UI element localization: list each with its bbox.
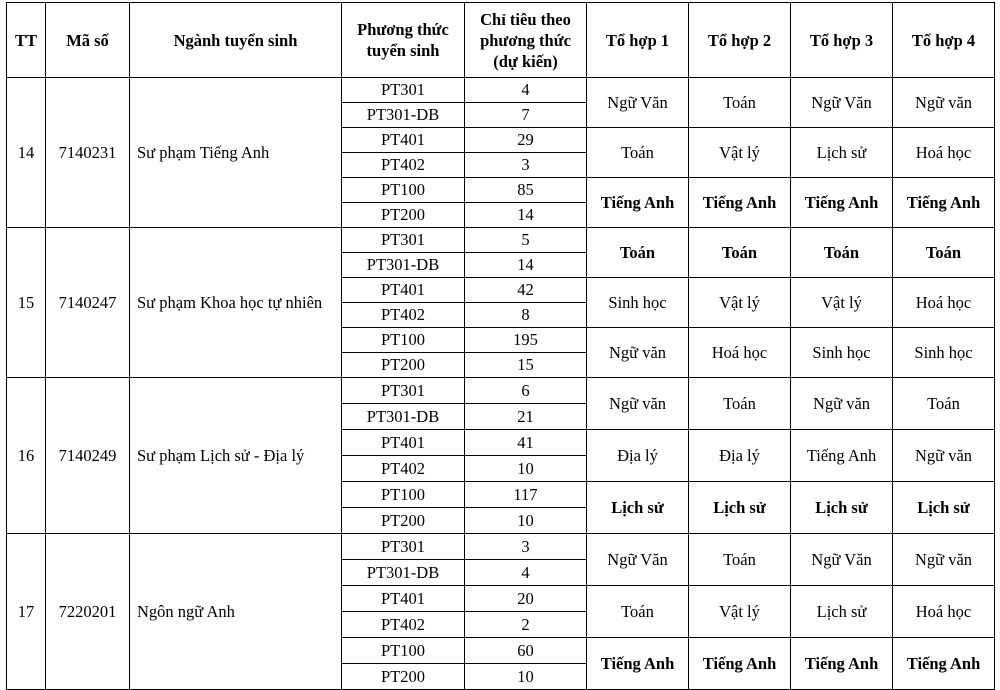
- tt-cell: 14: [7, 78, 46, 228]
- quota-cell: 14: [465, 253, 587, 278]
- to-hop-4-cell: Hoá học: [893, 128, 995, 178]
- quota-cell: 4: [465, 78, 587, 103]
- to-hop-4-cell: Ngữ văn: [893, 430, 995, 482]
- method-code-cell: PT402: [342, 612, 465, 638]
- method-code-cell: PT401: [342, 128, 465, 153]
- quota-cell: 4: [465, 560, 587, 586]
- ma-so-cell: 7140247: [46, 228, 130, 378]
- method-code-cell: PT200: [342, 508, 465, 534]
- to-hop-4-cell: Hoá học: [893, 586, 995, 638]
- quota-cell: 85: [465, 178, 587, 203]
- header-to-hop-1: Tổ hợp 1: [587, 3, 689, 78]
- to-hop-4-cell: Toán: [893, 228, 995, 278]
- to-hop-2-cell: Tiếng Anh: [689, 178, 791, 228]
- table-row: [7, 78, 995, 103]
- quota-cell: 60: [465, 638, 587, 664]
- ma-so-cell: 7140249: [46, 378, 130, 534]
- to-hop-2-cell: Vật lý: [689, 128, 791, 178]
- to-hop-2-cell: Địa lý: [689, 430, 791, 482]
- to-hop-2-cell: Toán: [689, 378, 791, 430]
- method-code-cell: PT200: [342, 353, 465, 378]
- method-code-cell: PT301-DB: [342, 560, 465, 586]
- to-hop-3-cell: Lịch sử: [791, 586, 893, 638]
- method-code-cell: PT402: [342, 153, 465, 178]
- method-code-cell: PT301-DB: [342, 404, 465, 430]
- to-hop-1-cell: Lịch sử: [587, 482, 689, 534]
- to-hop-1-cell: Toán: [587, 228, 689, 278]
- to-hop-1-cell: Ngữ văn: [587, 328, 689, 378]
- method-code-cell: PT100: [342, 178, 465, 203]
- table-row: [7, 534, 995, 560]
- quota-cell: 41: [465, 430, 587, 456]
- ma-so-cell: 7220201: [46, 534, 130, 690]
- to-hop-3-cell: Ngữ Văn: [791, 78, 893, 128]
- to-hop-1-cell: Sinh học: [587, 278, 689, 328]
- tt-cell: 16: [7, 378, 46, 534]
- header-to-hop-4: Tổ hợp 4: [893, 3, 995, 78]
- to-hop-2-cell: Hoá học: [689, 328, 791, 378]
- to-hop-1-cell: Ngữ văn: [587, 378, 689, 430]
- to-hop-2-cell: Vật lý: [689, 586, 791, 638]
- tt-cell: 15: [7, 228, 46, 378]
- quota-cell: 8: [465, 303, 587, 328]
- to-hop-4-cell: Lịch sử: [893, 482, 995, 534]
- nganh-cell: Ngôn ngữ Anh: [130, 534, 342, 690]
- quota-cell: 10: [465, 664, 587, 690]
- to-hop-4-cell: Ngữ văn: [893, 534, 995, 586]
- header-ma-so: Mã số: [46, 3, 130, 78]
- method-code-cell: PT301-DB: [342, 103, 465, 128]
- to-hop-4-cell: Tiếng Anh: [893, 638, 995, 690]
- nganh-cell: Sư phạm Khoa học tự nhiên: [130, 228, 342, 378]
- to-hop-4-cell: Sinh học: [893, 328, 995, 378]
- method-code-cell: PT401: [342, 586, 465, 612]
- to-hop-3-cell: Toán: [791, 228, 893, 278]
- to-hop-3-cell: Tiếng Anh: [791, 638, 893, 690]
- method-code-cell: PT402: [342, 456, 465, 482]
- to-hop-3-cell: Lịch sử: [791, 128, 893, 178]
- method-code-cell: PT301: [342, 78, 465, 103]
- table-row: [7, 378, 995, 404]
- quota-cell: 15: [465, 353, 587, 378]
- to-hop-3-cell: Vật lý: [791, 278, 893, 328]
- to-hop-3-cell: Lịch sử: [791, 482, 893, 534]
- quota-cell: 3: [465, 534, 587, 560]
- header-nganh: Ngành tuyển sinh: [130, 3, 342, 78]
- to-hop-1-cell: Toán: [587, 128, 689, 178]
- table-body: [7, 78, 995, 690]
- quota-cell: 20: [465, 586, 587, 612]
- quota-cell: 195: [465, 328, 587, 353]
- to-hop-2-cell: Vật lý: [689, 278, 791, 328]
- quota-cell: 6: [465, 378, 587, 404]
- quota-cell: 14: [465, 203, 587, 228]
- admissions-table: [6, 2, 995, 690]
- method-code-cell: PT401: [342, 278, 465, 303]
- quota-cell: 42: [465, 278, 587, 303]
- tt-cell: 17: [7, 534, 46, 690]
- to-hop-2-cell: Lịch sử: [689, 482, 791, 534]
- method-code-cell: PT100: [342, 328, 465, 353]
- method-code-cell: PT301-DB: [342, 253, 465, 278]
- quota-cell: 5: [465, 228, 587, 253]
- header-phuong-thuc: Phương thức tuyển sinh: [342, 3, 465, 78]
- ma-so-cell: 7140231: [46, 78, 130, 228]
- quota-cell: 29: [465, 128, 587, 153]
- header-row: [7, 3, 995, 78]
- method-code-cell: PT100: [342, 638, 465, 664]
- to-hop-4-cell: Hoá học: [893, 278, 995, 328]
- nganh-cell: Sư phạm Lịch sử - Địa lý: [130, 378, 342, 534]
- to-hop-4-cell: Tiếng Anh: [893, 178, 995, 228]
- to-hop-3-cell: Tiếng Anh: [791, 430, 893, 482]
- to-hop-1-cell: Toán: [587, 586, 689, 638]
- to-hop-3-cell: Sinh học: [791, 328, 893, 378]
- header-to-hop-2: Tổ hợp 2: [689, 3, 791, 78]
- to-hop-1-cell: Tiếng Anh: [587, 638, 689, 690]
- method-code-cell: PT402: [342, 303, 465, 328]
- method-code-cell: PT401: [342, 430, 465, 456]
- header-chi-tieu: Chỉ tiêu theo phương thức (dự kiến): [465, 3, 587, 78]
- method-code-cell: PT301: [342, 228, 465, 253]
- method-code-cell: PT301: [342, 378, 465, 404]
- to-hop-1-cell: Tiếng Anh: [587, 178, 689, 228]
- to-hop-3-cell: Ngữ văn: [791, 378, 893, 430]
- to-hop-2-cell: Tiếng Anh: [689, 638, 791, 690]
- method-code-cell: PT100: [342, 482, 465, 508]
- quota-cell: 10: [465, 456, 587, 482]
- table-row: [7, 228, 995, 253]
- to-hop-1-cell: Ngữ Văn: [587, 78, 689, 128]
- method-code-cell: PT200: [342, 664, 465, 690]
- method-code-cell: PT301: [342, 534, 465, 560]
- to-hop-4-cell: Ngữ văn: [893, 78, 995, 128]
- method-code-cell: PT200: [342, 203, 465, 228]
- to-hop-4-cell: Toán: [893, 378, 995, 430]
- to-hop-3-cell: Tiếng Anh: [791, 178, 893, 228]
- header-to-hop-3: Tổ hợp 3: [791, 3, 893, 78]
- to-hop-1-cell: Ngữ Văn: [587, 534, 689, 586]
- header-tt: TT: [7, 3, 46, 78]
- to-hop-2-cell: Toán: [689, 78, 791, 128]
- to-hop-1-cell: Địa lý: [587, 430, 689, 482]
- quota-cell: 7: [465, 103, 587, 128]
- quota-cell: 10: [465, 508, 587, 534]
- quota-cell: 21: [465, 404, 587, 430]
- to-hop-3-cell: Ngữ Văn: [791, 534, 893, 586]
- to-hop-2-cell: Toán: [689, 228, 791, 278]
- nganh-cell: Sư phạm Tiếng Anh: [130, 78, 342, 228]
- quota-cell: 3: [465, 153, 587, 178]
- quota-cell: 2: [465, 612, 587, 638]
- to-hop-2-cell: Toán: [689, 534, 791, 586]
- quota-cell: 117: [465, 482, 587, 508]
